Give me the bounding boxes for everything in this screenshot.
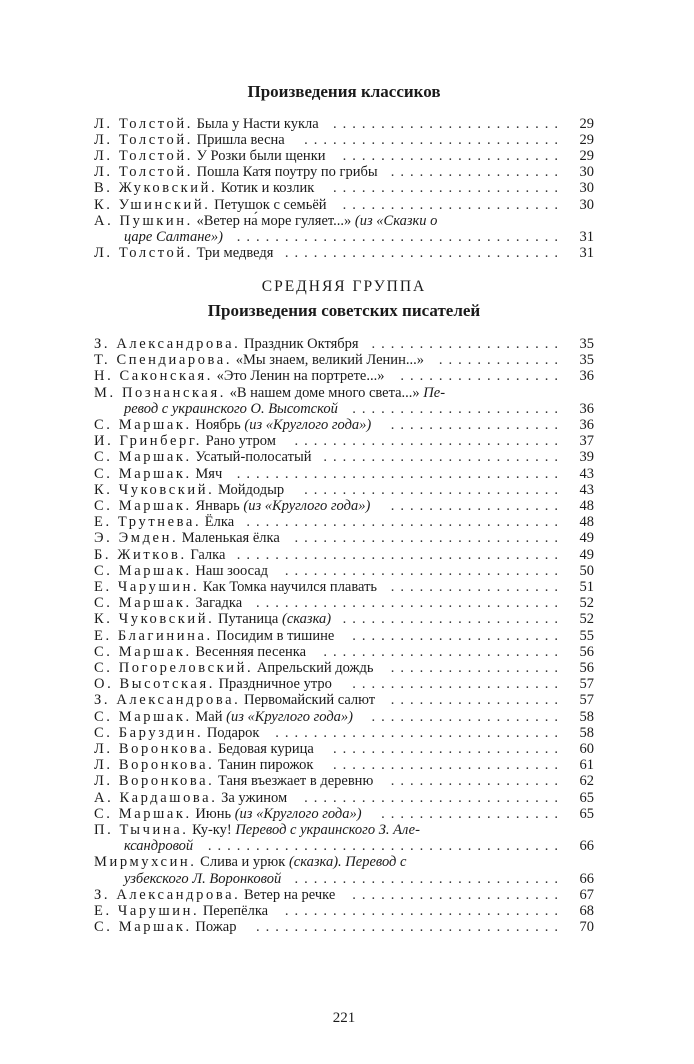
leader-dots: ................................ <box>256 595 564 612</box>
toc-page-number: 68 <box>579 903 594 919</box>
section-heading-classics: Произведения классиков <box>247 82 441 101</box>
toc-author: И. Гринберг. <box>94 433 202 450</box>
toc-author: К. Чуковский. <box>94 611 215 628</box>
leader-dots: ............................ <box>294 433 564 450</box>
toc-entry-text <box>94 887 335 903</box>
leader-dots: .................. <box>390 417 564 433</box>
leader-dots: ..................................... <box>207 838 564 855</box>
leader-dots: ........................ <box>333 757 564 774</box>
toc-author: Н. Саконская. <box>94 368 213 385</box>
toc-note: (сказка) <box>281 611 332 628</box>
toc-page-number: 39 <box>579 449 594 466</box>
toc-title: «Ветер на́ море гуляет...» <box>196 212 352 229</box>
leader-dots: .................. <box>390 773 564 790</box>
toc-title: «В нашем доме много света...» <box>229 384 420 401</box>
toc-author: С. Маршак. <box>94 919 192 936</box>
toc-entry-text <box>94 417 371 433</box>
toc-title: Ветер на речке <box>243 886 336 903</box>
toc-page-number: 52 <box>579 611 594 628</box>
toc-page-number: 43 <box>579 465 594 482</box>
leader-dots: .................. <box>390 498 564 514</box>
toc-entry <box>94 644 594 660</box>
toc-entry <box>94 547 594 563</box>
toc-entry-text <box>94 919 236 935</box>
toc-note: (из «Круглого года») <box>226 708 353 725</box>
toc-author: Е. Трутнева. <box>94 514 202 531</box>
toc-entry <box>94 132 594 148</box>
toc-title: Рано утром <box>205 433 276 450</box>
toc-page-number: 35 <box>579 352 594 369</box>
toc-title: Весенняя песенка <box>195 643 307 660</box>
toc-entry <box>94 352 594 368</box>
toc-page-number: 56 <box>579 660 594 676</box>
leader-dots: ........................... <box>304 132 564 149</box>
toc-note: Перевод с украинского З. Але- <box>235 822 420 838</box>
toc-title: Танин пирожок <box>217 757 314 774</box>
toc-title: Наш зоосад <box>195 562 269 579</box>
leader-dots: .................... <box>371 336 564 352</box>
leader-dots: ............................ <box>294 870 564 887</box>
toc-page-number: 30 <box>579 180 594 197</box>
toc-author: Э. Эмден. <box>94 530 179 547</box>
toc-entry <box>94 773 594 789</box>
toc-author: Е. Благинина. <box>94 627 213 644</box>
toc-entry-text <box>94 628 334 644</box>
toc-title: «Мы знаем, великий Ленин...» <box>235 352 424 369</box>
toc-entry <box>94 741 594 757</box>
leader-dots: .................. <box>390 692 564 709</box>
toc-note: (из «Круглого года») <box>244 417 372 433</box>
toc-page-number: 55 <box>579 627 594 644</box>
toc-entry-text <box>94 757 313 773</box>
toc-entry-text <box>94 644 306 660</box>
toc-title: Пришла весна <box>196 132 285 149</box>
toc-title: Пошла Катя поутру по грибы <box>196 164 378 181</box>
toc-entry <box>94 213 594 229</box>
toc-title: Ноябрь <box>195 417 241 433</box>
toc-author: П. Тычина. <box>94 822 189 838</box>
toc-entry <box>94 148 594 164</box>
toc-title: Бедовая курица <box>217 741 314 757</box>
toc-note: (сказка). Перевод с <box>288 854 407 871</box>
toc-title: Мяч <box>195 465 223 482</box>
leader-dots: ...................... <box>352 886 564 903</box>
toc-entry <box>94 482 594 498</box>
toc-page-number: 35 <box>579 336 594 352</box>
toc-author: К. Чуковский. <box>94 481 215 498</box>
toc-author: С. Маршак. <box>94 562 192 579</box>
toc-entry <box>94 498 594 514</box>
leader-dots: ......................... <box>323 449 564 466</box>
toc-entry <box>94 660 594 676</box>
toc-entry <box>94 757 594 773</box>
toc-page-number: 36 <box>579 417 594 433</box>
toc-entry <box>94 563 594 579</box>
leader-dots: ............................. <box>284 244 564 261</box>
toc-page-number: 49 <box>579 530 594 547</box>
toc-page-number: 61 <box>579 757 594 774</box>
toc-author: С. Баруздин. <box>94 724 204 741</box>
toc-entry-text <box>94 611 331 627</box>
toc-title: Первомайский салют <box>243 692 376 709</box>
toc-entry-text <box>94 245 273 261</box>
leader-dots: .................. <box>390 660 564 676</box>
toc-page-number: 57 <box>579 676 594 693</box>
leader-dots: ....................... <box>342 611 564 628</box>
toc-entry-text <box>94 433 276 449</box>
toc-entry-text <box>94 579 377 595</box>
toc-page-number: 51 <box>579 579 594 595</box>
toc-author: Л. Воронкова. <box>94 741 215 757</box>
toc-entry-text <box>94 547 225 563</box>
toc-author: Л. Толстой. <box>94 116 193 132</box>
toc-page-number: 29 <box>579 116 594 132</box>
toc-entry <box>94 838 594 854</box>
toc-entry-text <box>124 871 281 887</box>
toc-note: (из «Сказки о <box>354 212 438 229</box>
toc-page-number: 66 <box>579 838 594 855</box>
toc-entry <box>94 871 594 887</box>
toc-entry-text <box>94 449 311 465</box>
toc-entry-text <box>94 676 332 692</box>
leader-dots: ........................... <box>304 789 564 806</box>
leader-dots: .................................. <box>236 465 564 482</box>
toc-entry <box>94 903 594 919</box>
toc-entry <box>94 790 594 806</box>
toc-entry <box>94 692 594 708</box>
toc-entry-text <box>94 482 284 498</box>
leader-dots: ........................ <box>333 180 564 197</box>
toc-title: Петушок с семьёй <box>214 196 327 213</box>
toc-page-number: 37 <box>579 433 594 450</box>
toc-entry <box>94 822 594 838</box>
leader-dots: ............................. <box>284 903 564 919</box>
toc-page-number: 66 <box>579 870 594 887</box>
toc-title: Январь <box>195 498 240 514</box>
leader-dots: .................. <box>390 164 564 181</box>
toc-entry-text <box>94 368 384 384</box>
toc-entry <box>94 676 594 692</box>
toc-page-number: 62 <box>579 773 594 790</box>
toc-entry <box>94 611 594 627</box>
toc-author: С. Маршак. <box>94 417 192 433</box>
toc-entry-text <box>94 197 327 213</box>
toc-entry <box>94 919 594 935</box>
toc-entry-text <box>94 741 314 757</box>
toc-page-number: 31 <box>579 244 594 261</box>
toc-title: Галка <box>190 546 226 563</box>
toc-author: З. Александрова. <box>94 886 241 903</box>
page-number: 221 <box>332 1010 356 1026</box>
toc-title: Праздник Октября <box>243 336 359 352</box>
toc-title: Как Томка научился плавать <box>202 579 378 595</box>
toc-author: М. Познанская. <box>94 384 226 401</box>
toc-entry-text <box>94 164 378 180</box>
leader-dots: ...................... <box>352 627 564 644</box>
toc-note: Пе- <box>423 384 446 401</box>
toc-note: царе Салтане») <box>124 228 223 245</box>
toc-entry-text <box>94 132 285 148</box>
toc-entry-text <box>94 336 359 352</box>
toc-title: Мойдодыр <box>217 481 285 498</box>
leader-dots: ........................ <box>333 116 564 132</box>
toc-title: Загадка <box>195 595 243 612</box>
toc-page-number: 48 <box>579 514 594 531</box>
toc-page-number: 60 <box>579 741 594 757</box>
toc-page-number: 58 <box>579 708 594 725</box>
leader-dots: ...................... <box>352 676 564 693</box>
leader-dots: ......................... <box>323 643 564 660</box>
toc-author: А. Пушкин. <box>94 212 193 229</box>
leader-dots: ............................. <box>284 562 564 579</box>
toc-author: С. Погореловский. <box>94 660 254 676</box>
leader-dots: ...................... <box>352 400 564 417</box>
leader-dots: ............. <box>438 352 564 369</box>
toc-page-number: 65 <box>579 805 594 822</box>
toc-title: Ку-ку! <box>192 822 232 838</box>
toc-entry-text <box>94 514 234 530</box>
toc-author: Б. Житков. <box>94 546 187 563</box>
toc-note: ревод с украинского О. Высотской <box>124 400 338 417</box>
toc-entry <box>94 595 594 611</box>
toc-entry <box>94 336 594 352</box>
toc-author: С. Маршак. <box>94 708 192 725</box>
toc-page-number: 65 <box>579 789 594 806</box>
toc-title: Маленькая ёлка <box>181 530 280 547</box>
toc-entry-text <box>124 838 193 854</box>
leader-dots: ........................... <box>304 481 564 498</box>
toc-page-number: 50 <box>579 562 594 579</box>
toc-page-number: 52 <box>579 595 594 612</box>
leader-dots: .................................. <box>236 546 564 563</box>
toc-entry <box>94 887 594 903</box>
leader-dots: ........................ <box>333 741 564 757</box>
toc-entry <box>94 806 594 822</box>
toc-author: Е. Чарушин. <box>94 903 200 919</box>
toc-entry-text <box>94 116 319 132</box>
toc-entry <box>94 368 594 384</box>
toc-title: Май <box>195 708 223 725</box>
toc-author: С. Маршак. <box>94 498 192 514</box>
toc-title: У Розки были щенки <box>196 148 326 165</box>
toc-page-number: 31 <box>579 228 594 245</box>
leader-dots: ................. <box>400 368 564 385</box>
toc-title: Подарок <box>206 724 260 741</box>
toc-author: Л. Толстой. <box>94 148 193 165</box>
toc-entry-text <box>94 213 437 229</box>
toc-entry <box>94 514 594 530</box>
toc-page-number: 30 <box>579 196 594 213</box>
toc-author: Л. Воронкова. <box>94 773 215 790</box>
leader-dots: .............................. <box>275 724 564 741</box>
toc-page-number: 48 <box>579 498 594 514</box>
toc-entry <box>94 628 594 644</box>
toc-title: Праздничное утро <box>218 676 332 693</box>
toc-entry <box>94 466 594 482</box>
leader-dots: .................. <box>390 579 564 595</box>
toc-page-number: 56 <box>579 643 594 660</box>
toc-page-number: 49 <box>579 546 594 563</box>
toc-entry-text <box>94 595 242 611</box>
toc-title: Усатый-полосатый <box>195 449 312 466</box>
toc-page-number: 58 <box>579 724 594 741</box>
toc-author: О. Высотская. <box>94 676 215 693</box>
toc-entry-text <box>94 466 222 482</box>
toc-page-number: 70 <box>579 919 594 936</box>
toc-entry-text <box>124 401 338 417</box>
toc-entry <box>94 180 594 196</box>
leader-dots: ................... <box>381 805 564 822</box>
toc-author: Л. Толстой. <box>94 244 193 261</box>
toc-entry <box>94 116 594 132</box>
toc-title: Посидим в тишине <box>216 627 335 644</box>
toc-page-number: 29 <box>579 132 594 149</box>
toc-author: Л. Толстой. <box>94 132 193 149</box>
toc-author: Л. Толстой. <box>94 164 193 181</box>
toc-page-number: 57 <box>579 692 594 709</box>
toc-entry <box>94 530 594 546</box>
toc-entry-text <box>94 563 268 579</box>
toc-author: С. Маршак. <box>94 465 192 482</box>
toc-entry <box>94 229 594 245</box>
toc-entry-text <box>124 229 223 245</box>
toc-title: Три медведя <box>196 244 274 261</box>
leader-dots: .................... <box>371 708 564 725</box>
toc-author: В. Жуковский. <box>94 180 218 197</box>
section-heading-soviet: Произведения советских писателей <box>207 301 481 320</box>
toc-title: Была у Насти кукла <box>196 116 319 132</box>
leader-dots: ....................... <box>342 148 564 165</box>
toc-author: Мирмухсин. <box>94 854 197 871</box>
toc-title: Путаница <box>217 611 279 628</box>
leader-dots: .................................. <box>236 228 564 245</box>
toc-entry <box>94 164 594 180</box>
toc-title: Перепёлка <box>202 903 269 919</box>
toc-author: С. Маршак. <box>94 643 192 660</box>
toc-title: Пожар <box>195 919 237 936</box>
leader-dots: ....................... <box>342 196 564 213</box>
toc-author: А. Кардашова. <box>94 789 218 806</box>
toc-note: узбекского Л. Воронковой <box>124 870 282 887</box>
toc-entry <box>94 417 594 433</box>
toc-page-number: 29 <box>579 148 594 165</box>
toc-entry-text <box>94 854 406 870</box>
toc-entry-text <box>94 385 445 401</box>
toc-entry-text <box>94 773 373 789</box>
toc-title: «Это Ленин на портрете...» <box>216 368 385 385</box>
toc-entry-text <box>94 530 280 546</box>
toc-entry-text <box>94 709 353 725</box>
toc-title: Слива и урюк <box>200 854 286 871</box>
toc-title: Котик и козлик <box>220 180 315 197</box>
toc-page-number: 43 <box>579 481 594 498</box>
toc-entry-text <box>94 822 420 838</box>
toc-page-number: 67 <box>579 886 594 903</box>
toc-entry <box>94 854 594 870</box>
toc-entry-text <box>94 498 370 514</box>
toc-author: С. Маршак. <box>94 595 192 612</box>
toc-title: Таня въезжает в деревню <box>217 773 374 790</box>
toc-entry-text <box>94 692 375 708</box>
toc-entry-text <box>94 180 314 196</box>
toc-page-number: 36 <box>579 368 594 385</box>
toc-title: Апрельский дождь <box>256 660 374 676</box>
toc-page-number: 36 <box>579 400 594 417</box>
toc-entry <box>94 385 594 401</box>
toc-entry-text <box>94 660 374 676</box>
toc-author: Е. Чарушин. <box>94 579 200 595</box>
leader-dots: ................................ <box>256 919 564 936</box>
toc-entry <box>94 579 594 595</box>
toc-author: Л. Воронкова. <box>94 757 215 774</box>
toc-entry <box>94 725 594 741</box>
toc-entry <box>94 433 594 449</box>
toc-entry <box>94 709 594 725</box>
toc-entry <box>94 449 594 465</box>
toc-note: (из «Круглого года») <box>234 805 362 822</box>
group-heading: СРЕДНЯЯ ГРУППА <box>261 278 427 295</box>
toc-entry-text <box>94 790 287 806</box>
leader-dots: ................................. <box>246 514 564 531</box>
toc-title: Ёлка <box>204 514 235 531</box>
toc-entry-text <box>94 352 424 368</box>
toc-entry <box>94 197 594 213</box>
toc-title: За ужином <box>221 789 288 806</box>
toc-author: Т. Спендиарова. <box>94 352 233 369</box>
toc-page-number: 30 <box>579 164 594 181</box>
leader-dots: ............................ <box>294 530 564 547</box>
toc-title: Июнь <box>195 805 232 822</box>
toc-author: С. Маршак. <box>94 449 192 466</box>
toc-entry-text <box>94 806 362 822</box>
toc-author: З. Александрова. <box>94 692 241 709</box>
toc-author: К. Ушинский. <box>94 196 211 213</box>
toc-entry <box>94 245 594 261</box>
toc-note: ксандровой <box>124 838 194 855</box>
toc-author: С. Маршак. <box>94 805 192 822</box>
toc-note: (из «Круглого года») <box>243 498 371 514</box>
toc-entry-text <box>94 903 268 919</box>
toc-author: З. Александрова. <box>94 336 241 352</box>
toc-entry <box>94 401 594 417</box>
toc-entry-text <box>94 148 326 164</box>
toc-entry-text <box>94 725 259 741</box>
